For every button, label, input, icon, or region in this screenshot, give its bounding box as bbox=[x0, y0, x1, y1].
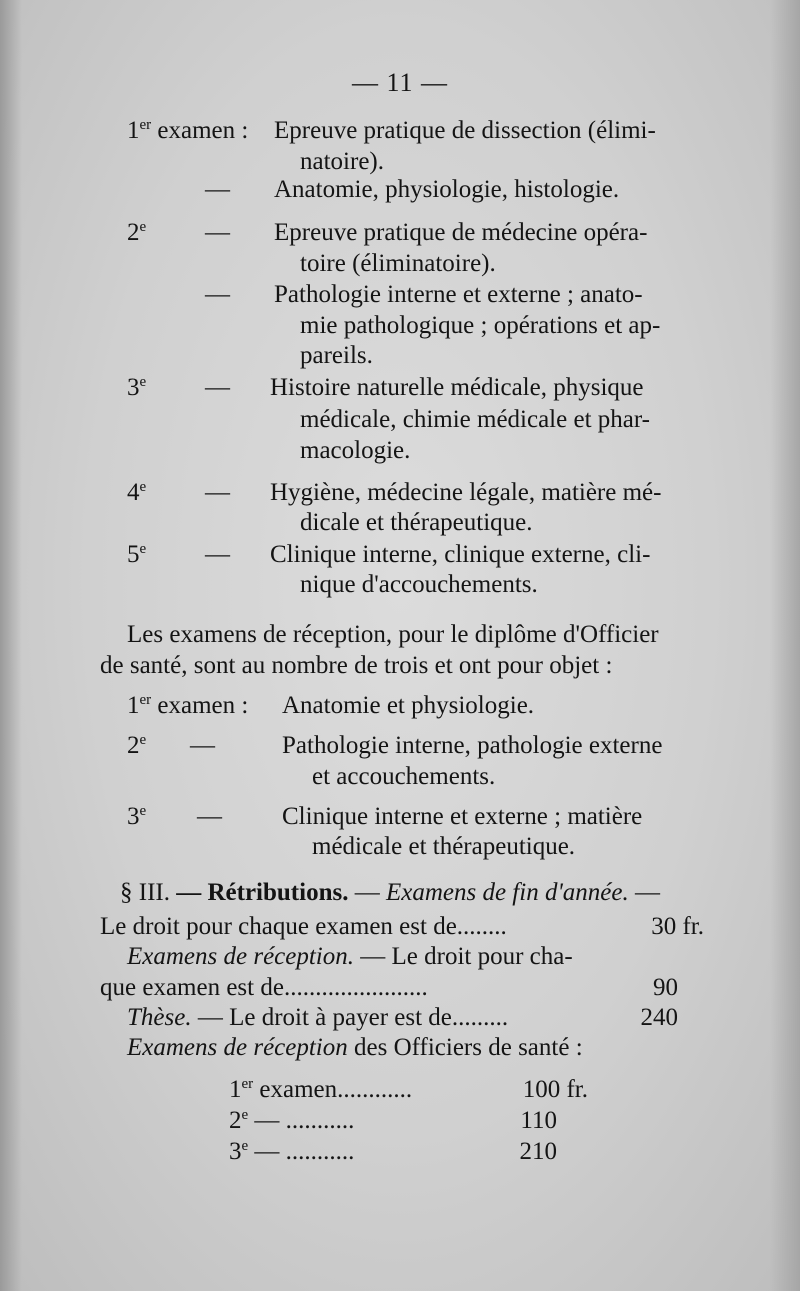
fee-line-1-amount: 30 fr. bbox=[651, 913, 704, 940]
exam-2-dash: — bbox=[205, 219, 230, 246]
exam-3-line-1: Histoire naturelle médicale, physique bbox=[270, 374, 644, 401]
exam-2b-line-2: mie pathologique ; opérations et ap- bbox=[300, 312, 661, 339]
exam-2-line-2: toire (éliminatoire). bbox=[300, 250, 496, 277]
page-number: — 11 — bbox=[352, 68, 449, 97]
exam-4-line-2: dicale et thérapeutique. bbox=[300, 509, 533, 536]
fee-line-2: Examens de réception. — Le droit pour cha- bbox=[127, 943, 573, 970]
exam-1-line-2: natoire). bbox=[300, 148, 384, 175]
exam-4-dash: — bbox=[205, 479, 230, 506]
exam-1b-line: Anatomie, physiologie, histologie. bbox=[274, 176, 620, 203]
officier-exam-3-dash: — bbox=[197, 803, 222, 830]
page-edge-shadow-right bbox=[770, 0, 800, 1291]
fee-line-4: Thèse. — Le droit à payer est de......... bbox=[127, 1004, 509, 1031]
exam-1-label: 1er examen : bbox=[127, 117, 249, 144]
officier-paragraph-line-2: de santé, sont au nombre de trois et ont pour objet : bbox=[100, 652, 613, 679]
exam-4-label: 4e bbox=[127, 479, 147, 506]
page-edge-shadow-left bbox=[0, 0, 22, 1291]
officier-fee-1-amount: 100 fr. bbox=[522, 1076, 588, 1103]
officier-exam-2-line-1: Pathologie interne, pathologie externe bbox=[282, 732, 663, 759]
exam-2b-line-1: Pathologie interne et externe ; anato- bbox=[274, 281, 643, 308]
officier-exam-2-label: 2e bbox=[127, 732, 147, 759]
fee-line-4-amount: 240 bbox=[640, 1004, 678, 1031]
exam-2b-line-3: pareils. bbox=[300, 342, 373, 369]
exam-3-dash: — bbox=[205, 374, 230, 401]
officier-exam-1-line: Anatomie et physiologie. bbox=[282, 692, 535, 719]
fee-line-1: Le droit pour chaque examen est de........ bbox=[100, 913, 507, 940]
exam-3-label: 3e bbox=[127, 374, 147, 401]
officier-exam-2-dash: — bbox=[190, 732, 215, 759]
officier-exam-3-line-1: Clinique interne et externe ; matière bbox=[282, 803, 643, 830]
exam-5-label: 5e bbox=[127, 541, 147, 568]
exam-2-label: 2e bbox=[127, 219, 147, 246]
exam-1-line-1: Epreuve pratique de dissection (élimi- bbox=[274, 117, 656, 144]
exam-5-dash: — bbox=[205, 541, 230, 568]
officier-exam-3-label: 3e bbox=[127, 803, 147, 830]
section-heading: § III. — Rétributions. — Examens de fin d'année. — bbox=[120, 879, 660, 906]
officier-exam-3-line-2: médicale et thérapeutique. bbox=[312, 833, 576, 860]
exam-4-line-1: Hygiène, médecine légale, matière mé- bbox=[270, 479, 662, 506]
officier-exam-1-label: 1er examen : bbox=[127, 692, 249, 719]
exam-5-line-1: Clinique interne, clinique externe, cli- bbox=[270, 541, 651, 568]
officier-fee-3-label: 3e — ........... bbox=[229, 1138, 355, 1165]
exam-3-line-3: macologie. bbox=[300, 437, 411, 464]
fee-line-3-amount: 90 bbox=[653, 974, 678, 1001]
fee-line-5: Examens de réception des Officiers de santé : bbox=[127, 1034, 583, 1061]
officier-fee-2-label: 2e — ........... bbox=[229, 1107, 355, 1134]
officier-fee-1-label: 1er examen............ bbox=[229, 1076, 413, 1103]
fee-line-3: que examen est de....................... bbox=[100, 974, 428, 1001]
exam-3-line-2: médicale, chimie médicale et phar- bbox=[300, 406, 651, 433]
officier-exam-2-line-2: et accouchements. bbox=[312, 763, 496, 790]
officier-paragraph-line-1: Les examens de réception, pour le diplôme d'Officier bbox=[127, 621, 659, 648]
exam-5-line-2: nique d'accouchements. bbox=[300, 571, 538, 598]
exam-1b-dash: — bbox=[205, 176, 230, 203]
exam-2-line-1: Epreuve pratique de médecine opéra- bbox=[274, 219, 648, 246]
officier-fee-3-amount: 210 bbox=[519, 1138, 557, 1165]
officier-fee-2-amount: 110 bbox=[520, 1107, 557, 1134]
exam-2b-dash: — bbox=[205, 281, 230, 308]
